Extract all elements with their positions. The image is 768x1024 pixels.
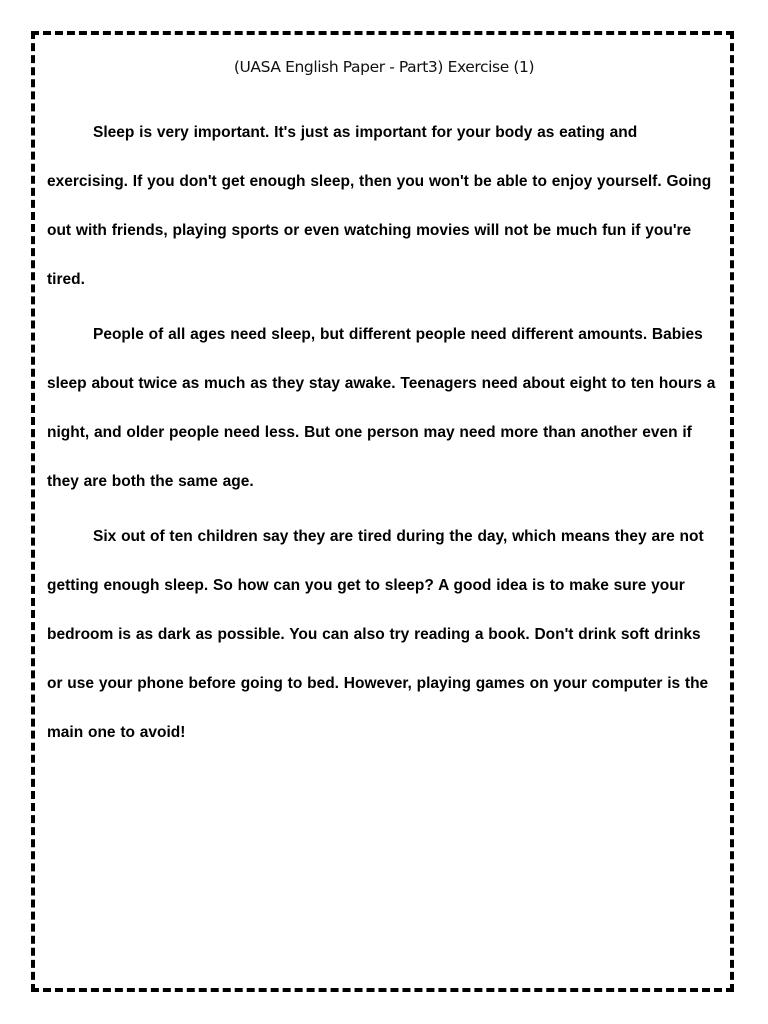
paragraph-1-text: Sleep is very important. It's just as important for your body as eating and exercising. If you don't get enough sleep, then you won't be able to enjoy yourself. Going out with friends, playing sports or even watching movies will not be much fun if you're tired. [47, 124, 712, 288]
paragraph-2 [47, 310, 719, 506]
paragraph-3 [47, 512, 719, 757]
passage-body [47, 108, 719, 763]
paragraph-3-text: Six out of ten children say they are tired during the day, which means they are not getting enough sleep. So how can you get to sleep? A good idea is to make sure your bedroom is as dark as possible. You can also try reading a book. Don't drink soft drinks or use your phone before going to bed. However, playing games on your computer is the main one to avoid! [47, 528, 709, 741]
document-title: (UASA English Paper - Part3) Exercise (1) [233, 58, 535, 76]
paragraph-1 [47, 108, 719, 304]
paragraph-2-text: People of all ages need sleep, but different people need different amounts. Babies sleep about twice as much as they stay awake. Teenagers need about eight to ten hours a night, and older people need less. But one person may need more than another even if they are both the same age. [47, 326, 716, 490]
